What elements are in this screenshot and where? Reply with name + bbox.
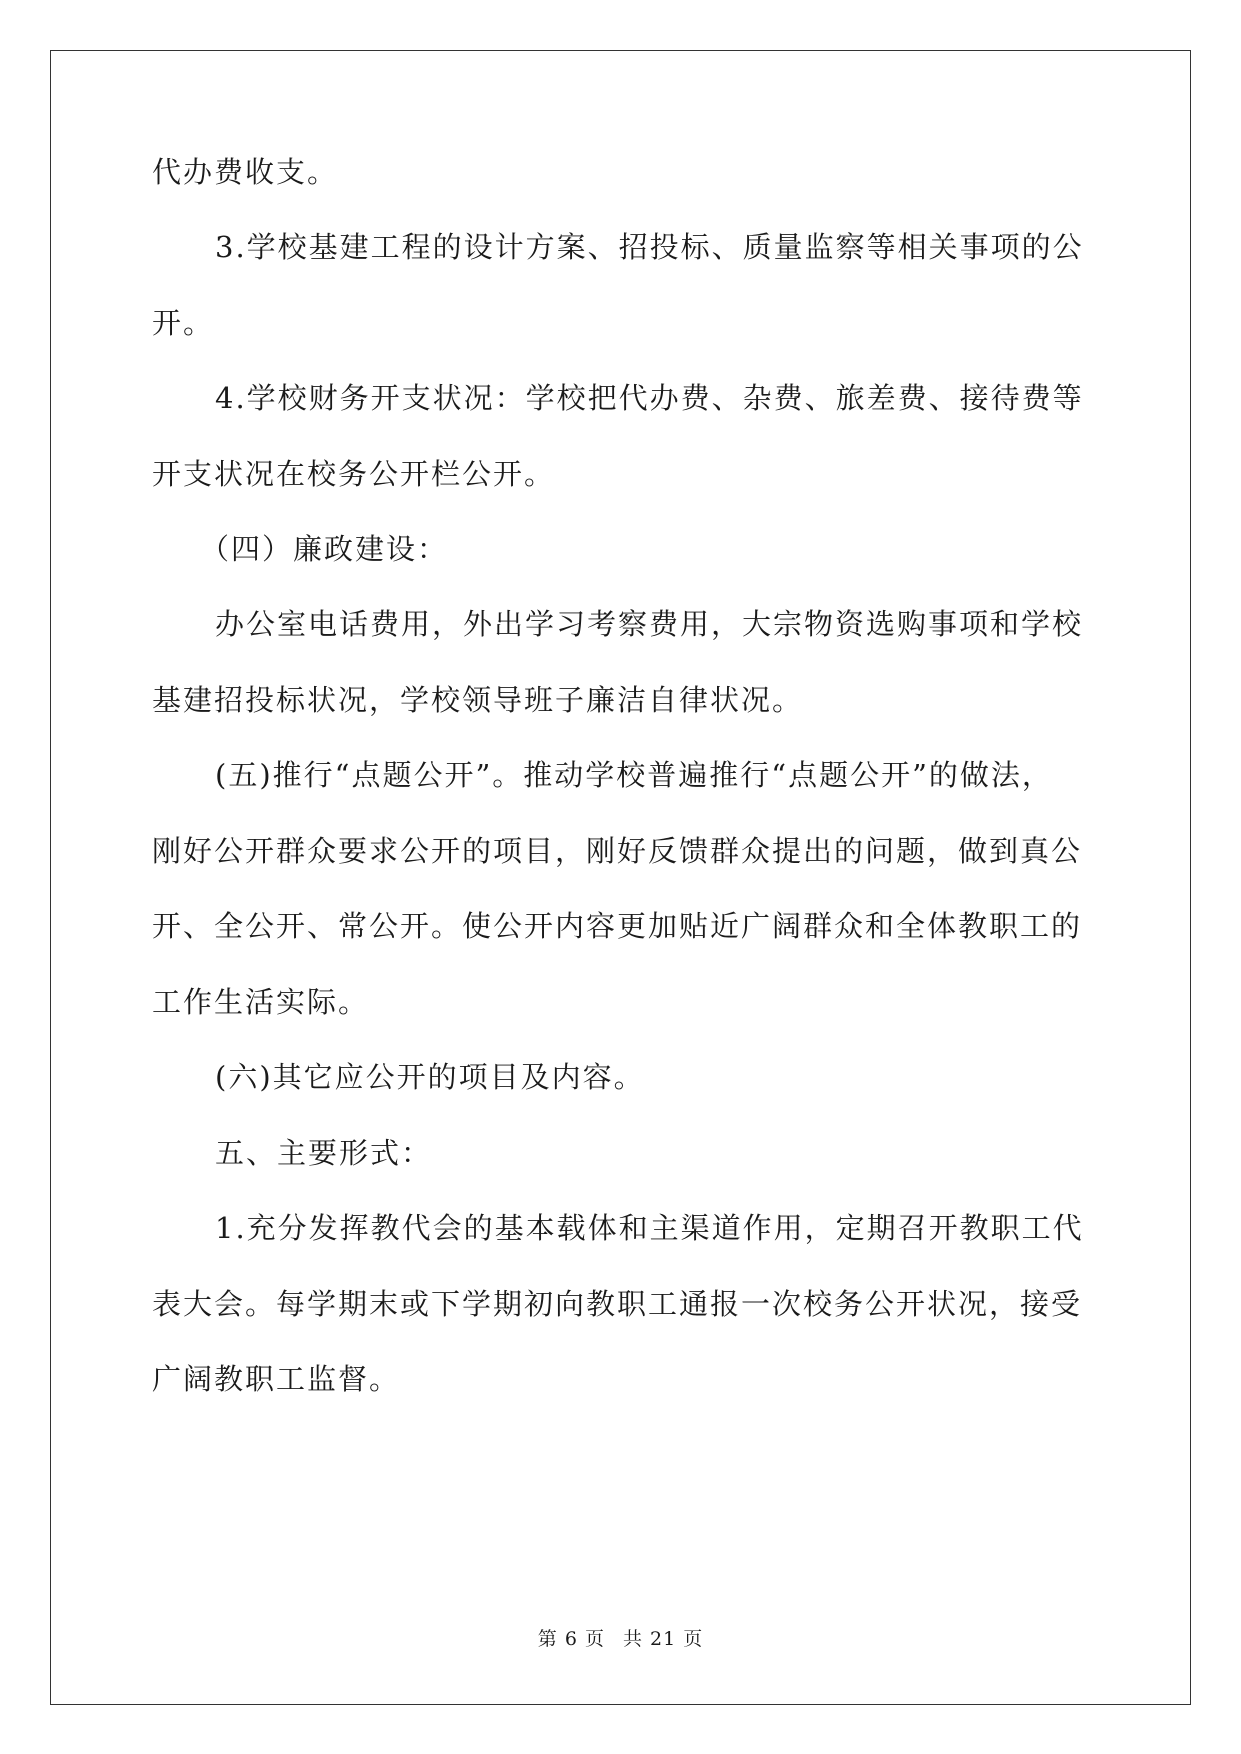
text-line: 1.充分发挥教代会的基本载体和主渠道作用，定期召开教职工代	[215, 1211, 1084, 1245]
page-border	[50, 50, 1191, 1705]
text-line: 开、全公开、常公开。使公开内容更加贴近广阔群众和全体教职工的	[152, 909, 1083, 943]
section-heading: 五、主要形式：	[215, 1136, 433, 1170]
text-line: 刚好公开群众要求公开的项目，刚好反馈群众提出的问题，做到真公	[152, 834, 1083, 868]
text-line: 3.学校基建工程的设计方案、招投标、质量监察等相关事项的公	[215, 230, 1084, 264]
text-line: 4.学校财务开支状况：学校把代办费、杂费、旅差费、接待费等	[215, 381, 1084, 415]
text-line: 广阔教职工监督。	[152, 1362, 401, 1396]
text-line: 工作生活实际。	[152, 985, 370, 1019]
text-line: 表大会。每学期末或下学期初向教职工通报一次校务公开状况，接受	[152, 1287, 1083, 1321]
text-line: 基建招投标状况，学校领导班子廉洁自律状况。	[152, 683, 804, 717]
text-line: 开。	[152, 306, 215, 340]
text-line: 开支状况在校务公开栏公开。	[152, 457, 556, 491]
text-line: 代办费收支。	[152, 155, 339, 189]
text-line: 办公室电话费用，外出学习考察费用，大宗物资选购事项和学校	[215, 607, 1084, 641]
page-number: 第 6 页	[537, 1628, 605, 1650]
section-heading: （四）廉政建设：	[200, 532, 449, 566]
text-line: (五)推行“点题公开”。推动学校普遍推行“点题公开”的做法，	[215, 758, 1053, 792]
page-total: 共 21 页	[622, 1628, 704, 1650]
page-footer	[0, 1624, 1241, 1651]
text-line: (六)其它应公开的项目及内容。	[215, 1060, 645, 1094]
